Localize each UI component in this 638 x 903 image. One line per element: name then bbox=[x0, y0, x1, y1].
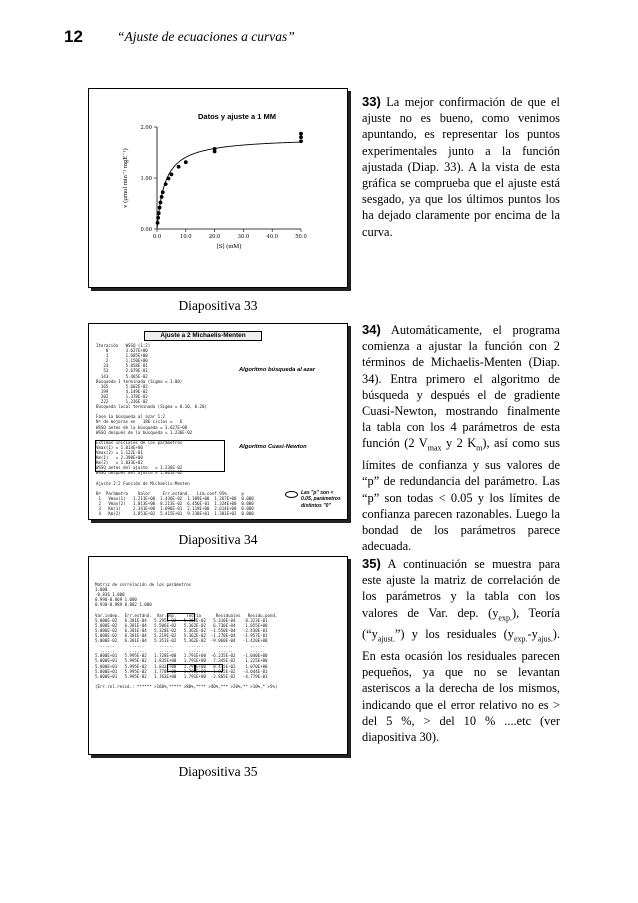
fit-output-line: 2 Vmax(2) 1.013E+00 8.213E-02 6.456E-01 1.324E+00 0.000 bbox=[96, 500, 254, 506]
fit-output-line: Fase 1a búsqueda al azar 1:2 bbox=[96, 414, 166, 420]
fit-output-line: 1 1.685E+00 bbox=[96, 353, 148, 359]
data-point bbox=[161, 190, 165, 194]
residuals-line: 5.000E+01 5.995E-02 1.832E+00 1.791E+00 8.415E-02 1.070E+00 bbox=[95, 663, 268, 669]
slide-33 bbox=[88, 88, 348, 288]
highlight-box-theory bbox=[195, 664, 223, 672]
paragraph-35-sub-2: ajust. bbox=[377, 634, 395, 644]
paragraph-35 bbox=[362, 556, 560, 745]
data-point bbox=[177, 165, 181, 169]
fit-output-line: Estimas iniciales de los parámetros bbox=[96, 439, 183, 445]
fit-output-line: Búsqueda local terminada (Sigma = 0.10, 0.20) bbox=[96, 404, 207, 410]
data-point bbox=[299, 135, 303, 139]
fit-output-listing bbox=[96, 343, 254, 516]
residuals-line: 5.000E+01 5.995E-02 1.835E+00 1.791E+00 7.345E-02 1.225E+00 bbox=[95, 658, 268, 664]
data-point bbox=[156, 221, 160, 225]
x-tick-label: 20.0 bbox=[208, 234, 221, 240]
data-point bbox=[157, 211, 161, 215]
residuals-line: Matriz de correlación de los parámetros bbox=[95, 582, 192, 587]
residuals-line: 5.000E+01 5.995E-02 1.770E+00 1.791E+00 -1.825E-02 -3.044E-01 bbox=[95, 668, 268, 674]
fit-output-line: Km(1) = 2.390E+00 bbox=[96, 455, 143, 461]
fit-output-line: Búsqueda 1 terminada (Sigma = 1.00) bbox=[96, 378, 183, 384]
residuals-line: 5.000E-02 6.381E-04 5.320E-02 5.362E-02 -1.550E-04 -2.430E-01 bbox=[95, 627, 268, 633]
fit-output-line: Vmax(2) = 1.122E-01 bbox=[96, 449, 143, 455]
residuals-line: ...... ...... ...... ...... ...... ...... bbox=[95, 648, 266, 654]
fit-output-line: 53 2.679E-01 bbox=[96, 368, 148, 374]
paragraph-35-text-5: ). En esta ocasión los residuales parecen pequeños, ya que no se levantan asteriscos a la derecha de los mismos, indicando que el error relativo no es > del 5 %, > del 10 % ....etc (ver diapositiva 30). bbox=[362, 627, 560, 744]
fit-output-line: 202 1.378E-02 bbox=[96, 393, 148, 399]
data-point bbox=[299, 139, 303, 143]
x-tick-label: 0.0 bbox=[152, 234, 162, 240]
data-point bbox=[170, 173, 174, 177]
paragraph-34 bbox=[362, 322, 560, 554]
fit-output-line: WSSQ antes del ajuste = 1.236E-02 bbox=[96, 465, 183, 471]
fit-output-line: 4 Km(2) 1.851E+02 5.415E+01 9.230E+01 1.381E+02 0.000 bbox=[96, 511, 254, 517]
fit-output-line: Nº de mejoras en 186 ciclos = 6 bbox=[96, 419, 183, 425]
paragraph-34-text-2: y 2 K bbox=[441, 436, 477, 451]
x-tick-label: 40.0 bbox=[266, 234, 278, 240]
fit-output-line: 199 4.149E-02 bbox=[96, 388, 148, 394]
residuals-listing bbox=[95, 582, 277, 689]
fit-output-line: Km(2) = 1.033E+02 bbox=[96, 460, 143, 466]
x-tick-label: 30.0 bbox=[237, 234, 250, 240]
fit-output-line: Ajuste 2:2 Función de Michaelis-Menten bbox=[96, 480, 190, 486]
fit-output-line: Vmax(1) = 1.014E+00 bbox=[96, 444, 143, 450]
highlight-box-row-last bbox=[167, 664, 195, 672]
y-tick-label: 1.00 bbox=[140, 176, 152, 182]
paragraph-33-text: La mejor confirmación de que el ajuste no es bueno, como venimos apuntando, es representar los puntos experimentales junto a la función ajustada (Diap. 33). A la vista de esta gráfica se comprueba que el ajuste está sesgado, ya que los últimos puntos los ha dejado claramente por encima de la curva. bbox=[362, 95, 560, 239]
highlight-box-row3 bbox=[167, 613, 195, 621]
data-point bbox=[213, 147, 217, 151]
paragraph-34-text-3: ), así como sus límites de confianza y sus valores de “p” de redundancia del parámetro. Las “p” son todas < 0.05 y los límites de confianza parecen razonables. Luego la bondad de los parámetros parece adecuada. bbox=[362, 436, 560, 554]
data-point bbox=[158, 206, 162, 210]
fit-output-line: 143 5.465E-02 bbox=[96, 373, 148, 379]
caption-33: Diapositiva 33 bbox=[178, 298, 258, 313]
y-tick-label: 0.00 bbox=[140, 227, 152, 233]
data-point bbox=[156, 216, 160, 220]
paragraph-35-text-1: A continuación se muestra para este ajuste la matriz de correlación de los parámetros y la tabla con los valores de Var. dep. (y bbox=[362, 557, 560, 620]
data-point bbox=[160, 195, 164, 199]
fit-curve bbox=[157, 142, 301, 229]
residuals-line: 5.000E-02 6.381E-04 5.219E-02 5.362E-02 -1.270E-04 -1.957E-01 bbox=[95, 632, 268, 638]
paragraph-35-text-4: -y bbox=[527, 627, 538, 642]
note-random-search: Algoritmo búsqueda al azar bbox=[239, 367, 316, 373]
paragraph-34-number: 34) bbox=[362, 322, 381, 337]
paragraph-33 bbox=[362, 94, 560, 240]
paragraph-35-text-2: ), Teoría (“y bbox=[362, 605, 560, 642]
paragraph-35-sub-4: ajus. bbox=[537, 634, 553, 644]
paragraph-35-number: 35) bbox=[362, 556, 381, 571]
page-number: 12 bbox=[64, 27, 83, 46]
p-column-marker bbox=[285, 491, 298, 498]
residuals-line: -0.836 1.000 bbox=[95, 592, 125, 598]
fit-output-line: 1 Vmax(1) 1.211E+00 1.436E-02 1.189E+00 1.267E+00 0.000 bbox=[96, 495, 254, 501]
slide-35 bbox=[88, 556, 348, 755]
y-axis-label: v (µmol min⁻¹ mgE⁻¹) bbox=[122, 148, 129, 208]
data-point bbox=[184, 160, 188, 164]
data-point bbox=[167, 177, 171, 181]
x-tick-label: 10.0 bbox=[180, 234, 192, 240]
residuals-line: 5.000E-02 6.381E-04 5.295E-02 5.362E-02 5.310E-04 8.323E-01 bbox=[95, 617, 268, 623]
fit-output-line: Nº Parámetro Valor Err.estánd. Lím.conf.95%. p bbox=[96, 490, 244, 496]
residuals-line: 0.930-0.989 0.882 1.000 bbox=[95, 602, 152, 608]
residuals-line: ...... ...... ...... ...... ...... ...... bbox=[95, 643, 266, 649]
fit-output-line: 0 3.627E+00 bbox=[96, 348, 148, 354]
residuals-line: 5.000E+01 5.995E-02 1.728E+00 1.791E+00 -6.235E-02 -1.040E+00 bbox=[95, 653, 268, 659]
data-point bbox=[159, 201, 163, 205]
residuals-line: 5.000E-02 6.381E-04 5.351E-02 5.362E-02 -9.060E-04 -1.420E+00 bbox=[95, 638, 268, 644]
x-tick-label: 50.0 bbox=[295, 234, 307, 240]
paragraph-34-sub-km: m bbox=[476, 443, 483, 453]
fit-output-line: 23 5.058E-01 bbox=[96, 363, 148, 369]
caption-35: Diapositiva 35 bbox=[178, 764, 258, 779]
fit-output-line: Iteración WSSQ (1:2) bbox=[96, 343, 151, 348]
slide-34-title: Ajuste a 2 Michaelis-Menten bbox=[144, 331, 262, 341]
paragraph-35-sub-1: exp. bbox=[498, 613, 512, 623]
residuals-line: Var.indep. Err.estánd. Var.dep. Teoría Residuales Residu.pond. bbox=[95, 612, 278, 618]
slide-34 bbox=[88, 323, 348, 520]
residuals-line: 1.000 bbox=[95, 587, 108, 593]
data-point bbox=[164, 182, 168, 186]
chart-title: Datos y ajuste a 1 MM bbox=[198, 112, 276, 121]
paragraph-33-number: 33) bbox=[362, 94, 381, 109]
data-point bbox=[299, 132, 303, 136]
fit-output-line: 3 Km(1) 2.341E+00 1.096E-01 2.119E+00 2.614E+00 0.000 bbox=[96, 506, 254, 511]
fit-chart bbox=[89, 89, 349, 289]
paragraph-34-text-1: Automáticamente, el programa comienza a ajustar la función con 2 términos de Michaelis-Menten (Diap. 34). Entra primero el algoritmo de búsqueda y después el de gradiente Cuasi-Newton, mostrando finalmente la tabla con los 4 parámetros de esta función (2 V bbox=[362, 323, 560, 451]
note-quasi-newton: Algoritmo Cuasi-Newton bbox=[239, 444, 307, 450]
residuals-line: 0.990-0.869 1.000 bbox=[95, 597, 137, 603]
y-tick-label: 2.00 bbox=[140, 125, 152, 131]
fit-output-line: WSSQ antes de la búsqueda = 3.627E+00 bbox=[96, 424, 188, 430]
fit-output-line: WSSQ después del ajuste = 1.061E-02 bbox=[96, 470, 183, 476]
residuals-line: 5.000E-02 6.381E-04 5.506E-02 5.362E-02 6.730E-04 1.055E+00 bbox=[95, 622, 268, 628]
fit-output-line: 2 1.150E+00 bbox=[96, 358, 148, 364]
paragraph-34-sub-vmax: max bbox=[427, 443, 442, 453]
fit-output-line: 222 1.236E-02 bbox=[96, 399, 148, 405]
caption-34: Diapositiva 34 bbox=[178, 532, 258, 547]
residuals-line: 5.000E+01 5.995E-02 1.763E+00 1.791E+00 -2.865E-02 -4.779E-01 bbox=[95, 673, 268, 679]
fit-output-line: WSSQ después de la búsqueda = 1.236E-02 bbox=[96, 429, 193, 435]
paragraph-35-text-3: ”) y los residuales (y bbox=[394, 627, 514, 642]
note-p-values: Las "p" son < 0.05, parámetros distintos "0" bbox=[301, 490, 341, 509]
paragraph-35-sub-3: exp. bbox=[513, 634, 528, 644]
parameter-estimates-box bbox=[95, 440, 225, 472]
x-axis-label: [S] (mM) bbox=[216, 243, 242, 250]
fit-output-line: 165 5.602E-02 bbox=[96, 383, 148, 389]
residuals-line: (Err.rel.resid.: ****** >160%,***** >80%,**** >40%,*** >20%,** >10%,* >5%) bbox=[95, 683, 278, 689]
running-title: “Ajuste de ecuaciones a curvas” bbox=[117, 29, 295, 44]
